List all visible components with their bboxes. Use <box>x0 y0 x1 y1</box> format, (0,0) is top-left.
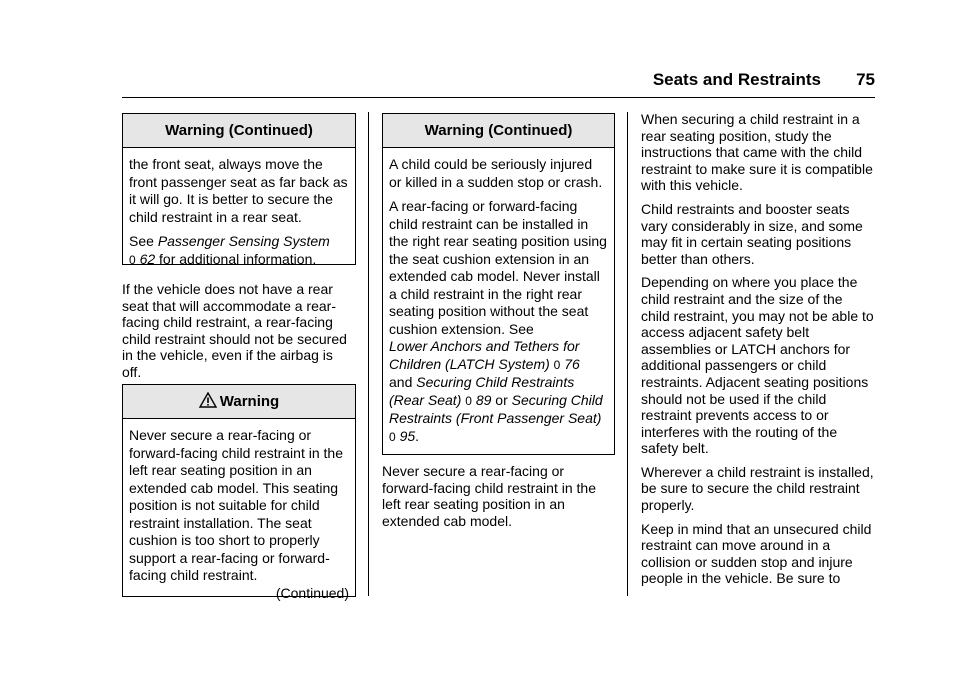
column-3 <box>641 111 875 594</box>
page-number: 75 <box>856 70 875 89</box>
warning-continued-box-1 <box>122 113 356 265</box>
warning-continued-box-2 <box>382 113 615 455</box>
warning-box-title: Warning (Continued) <box>123 114 355 148</box>
warning-text: the front seat, always move the front passenger seat as far back as it will go. It is better to secure the child restraint in a rear seat. <box>129 156 348 225</box>
warning-box-title: Warning <box>123 385 355 419</box>
page-arrow-icon: 0 <box>389 429 396 444</box>
reference-link[interactable]: Lower Anchors and Tethers for Children (LATCH System) <box>389 338 580 372</box>
section-title: Seats and Restraints <box>652 70 821 89</box>
continued-label: (Continued) <box>275 584 349 601</box>
page-header <box>122 70 875 94</box>
body-paragraph: Keep in mind that an unsecured child restraint can move around in a collision or sudden stop and injure people in the vehicle. Be sure to <box>641 520 872 587</box>
page-ref[interactable]: 95 <box>399 427 416 444</box>
page-arrow-icon: 0 <box>129 252 136 267</box>
body-paragraph: Never secure a rear-facing or forward-facing child restraint in the left rear seating position in an extended cab model. <box>382 463 596 529</box>
column-divider-1 <box>368 112 369 596</box>
reference-link[interactable]: Passenger Sensing System <box>157 233 330 249</box>
page-arrow-icon: 0 <box>465 393 472 408</box>
warning-icon <box>199 392 217 408</box>
body-paragraph: When securing a child restraint in a rear seating position, study the instructions that came with the child restraint to make sure it is compatible with this vehicle. <box>641 111 873 194</box>
warning-text: A rear-facing or forward-facing child restraint can be installed in the right rear seating position using the seat cushion extension in an extended cab model. Never install a child restraint in the right rear seating position without the seat cushion extension. See Lower Anchors and Tethers for Children (LATCH System) 0 76 and Securing Child Restraints (Rear Seat) 0 89 or Securing Child Restraints (Front Passenger Seat) 0 95. <box>389 198 607 444</box>
page-ref[interactable]: 76 <box>564 355 580 372</box>
reference-link[interactable]: Securing Child Restraints (Rear Seat) <box>389 374 575 408</box>
body-paragraph: Child restraints and booster seats vary considerably in size, and some may fit in certain seating positions better than others. <box>641 200 863 267</box>
warning-box <box>122 384 356 601</box>
body-paragraph: Depending on where you place the child restraint and the size of the child restraint, you may not be able to access adjacent safety belt assemblies or LATCH anchors for additional passengers or child restraints. Adjacent seating positions should not be used if the child restraint prevents access to or interferes with the routing of the safety belt. <box>641 274 874 457</box>
page-arrow-icon: 0 <box>553 357 561 372</box>
reference-link[interactable]: Securing Child Restraints (Front Passenger Seat) <box>389 391 603 426</box>
see-reference: See Passenger Sensing System 0 62 for additional information. <box>129 233 330 267</box>
warning-box-title: Warning (Continued) <box>383 114 614 148</box>
page-ref[interactable]: 62 <box>139 250 156 267</box>
header-rule <box>122 97 875 98</box>
warning-text: Never secure a rear-facing or forward-facing child restraint in the left rear seating position in an extended cab model. This seating position is not suitable for child restraint installation. The seat cushion is too short to properly support a rear-facing or forward-facing child restraint. <box>129 427 343 583</box>
body-paragraph: Wherever a child restraint is installed, be sure to secure the child restraint properly. <box>641 463 874 514</box>
column-divider-2 <box>627 112 628 596</box>
body-paragraph: If the vehicle does not have a rear seat that will accommodate a rear-facing child restraint, a rear-facing child restraint should not be secured in the vehicle, even if the airbag is off. <box>122 281 347 380</box>
page-ref[interactable]: 89 <box>475 391 492 408</box>
warning-text: A child could be seriously injured or killed in a sudden stop or crash. <box>389 156 603 190</box>
